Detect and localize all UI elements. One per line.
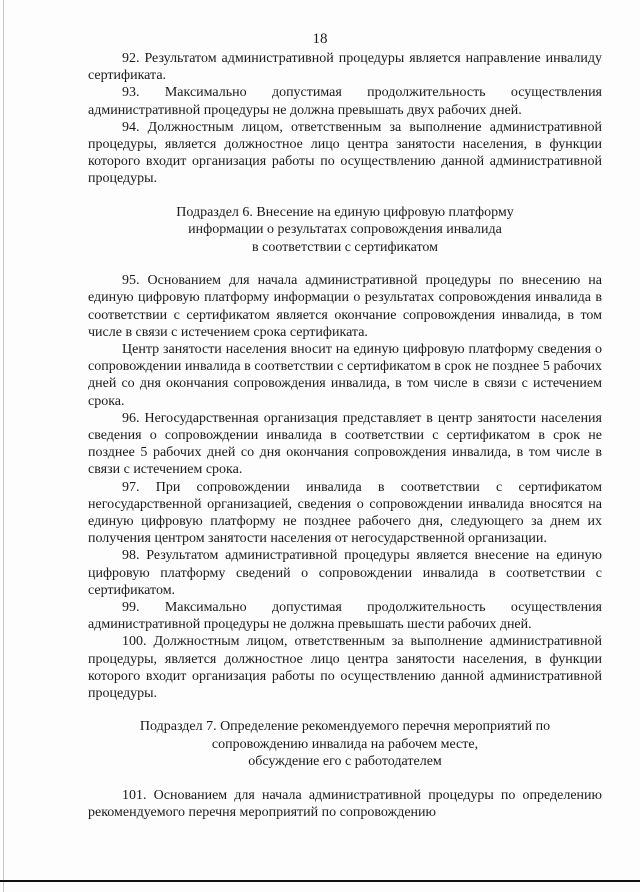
- subsection-7-heading-line: Подраздел 7. Определение рекомендуемого перечня мероприятий по: [139, 719, 551, 735]
- subsection-7-heading-line: обсуждение его с работодателем: [248, 754, 442, 770]
- document-body: [88, 50, 602, 821]
- paragraph-101: 101. Основанием для начала административной процедуры по определению рекомендуемого перечня мероприятий по сопровождению: [88, 787, 602, 820]
- paragraph-95-continued: Центр занятости населения вносит на единую цифровую платформу сведения о сопровождении инвалида в соответствии с сертификатом в срок не позднее 5 рабочих дней со дня окончания сопровождения инвалида, в том числе в связи с истечением срока.: [88, 341, 602, 409]
- subsection-6-heading-line: в соответствии с сертификатом: [252, 239, 438, 255]
- paragraph-100: 100. Должностным лицом, ответственным за выполнение административной процедуры, является должностное лицо центра занятости населения, в функции которого входит организация работы по осуществлению данной административной процедуры.: [88, 634, 602, 701]
- scan-edge-line: [3, 0, 4, 892]
- subsection-6-heading-line: Подраздел 6. Внесение на единую цифровую платформу: [176, 204, 514, 220]
- subsection-6-heading: [88, 204, 602, 257]
- paragraph-99: 99. Максимально допустимая продолжительность осуществления административной процедуры не должна превышать шести рабочих дней.: [88, 599, 602, 633]
- paragraph-96: 96. Негосударственная организация представляет в центр занятости населения сведения о сопровождении инвалида в соответствии с сертификатом в срок не позднее 5 рабочих дней со дня окончания сопровождения инвалида, в том числе в связи с истечением срока.: [88, 410, 602, 478]
- subsection-7-heading-line: сопровождению инвалида на рабочем месте,: [211, 736, 479, 752]
- paragraph-92: 92. Результатом административной процедуры является направление инвалиду сертификата.: [88, 51, 602, 84]
- paragraph-97: 97. При сопровождении инвалида в соответствии с сертификатом негосударственной организацией, сведения о сопровождении инвалида вносятся на единую цифровую платформу не позднее рабочего дня, следующего за днем их получения центром занятости населения от негосударственной организации.: [88, 479, 602, 547]
- paragraph-93: 93. Максимально допустимая продолжительность осуществления административной процедуры не должна превышать двух рабочих дней.: [88, 85, 602, 118]
- paragraph-95: 95. Основанием для начала административной процедуры по внесению на единую цифровую платформу информации о результатах сопровождения инвалида в соответствии с сертификатом является окончание сопровождения инвалида, в том числе в связи с истечением срока сертификата.: [88, 273, 602, 340]
- paragraph-98: 98. Результатом административной процедуры является внесение на единую цифровую платформу сведений о сопровождении инвалида в соответствии с сертификатом.: [88, 548, 602, 598]
- page-number: 18: [312, 31, 328, 47]
- paragraph-94: 94. Должностным лицом, ответственным за выполнение административной процедуры, является должностное лицо центра занятости населения, в функции которого входит организация работы по осуществлению данной административной процедуры.: [88, 119, 602, 187]
- subsection-7-heading: [88, 718, 602, 771]
- scan-bottom-edge: [0, 880, 640, 882]
- subsection-6-heading-line: информации о результатах сопровождения инвалида: [188, 222, 502, 238]
